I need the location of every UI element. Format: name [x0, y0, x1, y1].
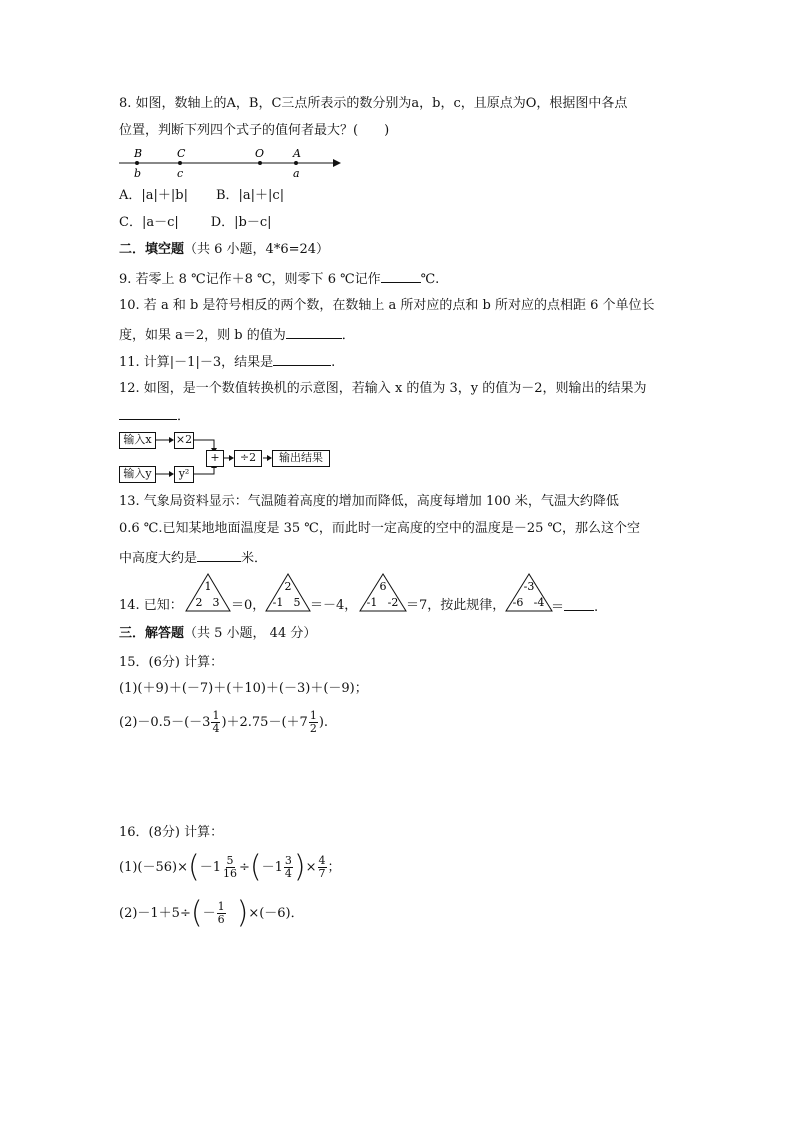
q13-line2: 0.6 ℃.已知某地地面温度是 35 ℃，而此时一定高度的空中的温度是－25 ℃，那么这个空	[119, 521, 641, 536]
q14-eq4	[551, 597, 598, 617]
svg-text:-4: -4	[533, 596, 545, 609]
q8-line1: 8. 如图，数轴上的A，B，C三点所表示的数分别为a，b，c，且原点为O，根据图中各点	[119, 96, 628, 111]
q10-line1: 10. 若 a 和 b 是符号相反的两个数，在数轴上 a 所对应的点和 b 所对应的点相距 6 个单位长	[119, 298, 655, 313]
q9	[119, 269, 439, 289]
number-line-figure	[115, 146, 345, 182]
svg-text:2: 2	[195, 596, 203, 609]
q8-options-row1	[119, 187, 284, 205]
q16-p2-c: ×(－6)．	[248, 906, 304, 921]
q9-answer-blank[interactable]	[381, 269, 421, 283]
q12-line1: 12. 如图，是一个数值转换机的示意图，若输入 x 的值为 3，y 的值为－2，则输出的结果为	[119, 381, 647, 396]
section-2-title: 二．填空题	[119, 242, 185, 257]
q14-answer-blank[interactable]	[564, 597, 594, 611]
label-c: c	[177, 167, 184, 180]
label-b: b	[134, 167, 142, 180]
svg-text:-2: -2	[387, 596, 399, 609]
fraction-1-6: $\frac{1}{6}$	[217, 900, 225, 926]
divide-2-box: ÷2	[234, 450, 262, 467]
q13-answer-blank[interactable]	[197, 548, 241, 562]
q12-after: ．	[177, 409, 191, 424]
q16-p1-c: ÷	[239, 860, 250, 875]
q12-answer-blank[interactable]	[119, 406, 177, 420]
q16-p2-a: (2)－1＋5÷	[119, 906, 191, 921]
svg-text:-3: -3	[523, 580, 535, 593]
q12-line2	[119, 406, 190, 426]
fraction-1-4: $\frac{1}{4}$	[212, 709, 220, 735]
q8-option-a: A．|a|＋|b|	[119, 188, 188, 203]
input-x-box: 输入x	[119, 432, 156, 449]
q11	[119, 352, 335, 372]
q16-p1-f: ；	[327, 860, 341, 875]
point-B	[135, 161, 139, 165]
q13-after: 米．	[241, 551, 268, 566]
label-O: O	[255, 147, 265, 160]
section-2-note: （共 6 小题，4*6=24）	[184, 242, 330, 257]
q11-answer-blank[interactable]	[273, 352, 331, 366]
q10-answer-blank[interactable]	[286, 325, 342, 339]
output-result-box: 输出结果	[272, 450, 330, 467]
q15-p2-a: (2)－0.5－(－3	[119, 715, 211, 730]
q15-part2	[119, 708, 328, 738]
section-3-note: （共 5 小题， 44 分）	[184, 626, 317, 641]
triangle-2	[264, 573, 312, 613]
fraction-4-7: $\frac{4}{7}$	[318, 854, 326, 880]
svg-text:5: 5	[293, 596, 301, 609]
q14-eq4-text: ＝	[551, 600, 565, 615]
fraction-3-4: $\frac{3}{4}$	[284, 854, 292, 880]
svg-text:-6: -6	[512, 596, 524, 609]
q15-part1: (1)(＋9)＋(－7)＋(＋10)＋(－3)＋(－9)；	[119, 681, 368, 696]
fraction-1-2: $\frac{1}{2}$	[309, 709, 317, 735]
q15-p2-b: )＋2.75－(＋7	[221, 715, 308, 730]
svg-text:2: 2	[284, 580, 292, 593]
label-B: B	[134, 147, 143, 160]
svg-text:1: 1	[204, 580, 212, 593]
number-line-arrow-icon	[333, 159, 341, 167]
svg-text:6: 6	[379, 580, 387, 593]
triangle-3	[358, 573, 408, 613]
q10-line2	[119, 325, 355, 345]
q9-after: ℃.	[420, 272, 440, 287]
triangle-1	[184, 573, 232, 613]
q15-head: 15．(6分) 计算：	[119, 655, 224, 670]
q14-lead: 14. 已知：	[119, 598, 183, 613]
svg-text:3: 3	[212, 596, 220, 609]
q11-after: .	[331, 355, 336, 370]
q16-p1-d: －1	[261, 860, 283, 875]
q13-text: 中高度大约是	[119, 551, 198, 566]
q16-p1-a: (1)(－56)×	[119, 860, 188, 875]
label-C: C	[177, 147, 186, 160]
y-squared-box: y²	[174, 466, 194, 483]
q10-text: 度，如果 a＝2，则 b 的值为	[119, 328, 286, 343]
q11-text: 11. 计算|－1|－3，结果是	[119, 355, 274, 370]
point-C	[178, 161, 182, 165]
plus-box: +	[206, 450, 224, 467]
section-3-title: 三．解答题	[119, 626, 185, 641]
q8-option-b: B．|a|＋|c|	[215, 188, 285, 203]
label-A: A	[293, 147, 301, 160]
svg-text:-1: -1	[272, 596, 284, 609]
q14-eq2: ＝－4，	[310, 598, 358, 613]
svg-text:-1: -1	[366, 596, 378, 609]
q9-text: 9. 若零上 8 ℃记作＋8 ℃，则零下 6 ℃记作	[119, 272, 381, 287]
q8-option-c: C．|a－c|	[119, 215, 179, 230]
q8-option-d: D．|b－c|	[210, 215, 272, 230]
q16-part2: (2)－1＋5÷(－ $\frac{1}{6}$ )×(－6)．	[119, 895, 304, 931]
q13-line3	[119, 548, 267, 568]
q14-eq1: ＝0，	[231, 598, 266, 613]
q16-head: 16．(8分) 计算：	[119, 825, 224, 840]
section-3-heading	[119, 625, 316, 643]
label-a: a	[293, 167, 300, 180]
q8-options-row2	[119, 214, 272, 232]
point-O	[258, 161, 262, 165]
triangle-4	[504, 573, 554, 613]
q13-line1: 13. 气象局资料显示：气温随着高度的增加而降低，高度每增加 100 米，气温大约降低	[119, 494, 619, 509]
fraction-5-16: $\frac{5}{16}$	[223, 854, 237, 880]
times-2-box: ×2	[174, 432, 194, 449]
q16-p2-b: －	[202, 906, 216, 921]
q16-p1-e: ×	[305, 860, 317, 875]
input-y-box: 输入y	[119, 466, 156, 483]
q10-after: ．	[341, 328, 355, 343]
q14-end: .	[594, 600, 599, 615]
q16-p1-b: －1	[199, 860, 221, 875]
point-A	[294, 161, 298, 165]
q8-line2: 位置，判断下列四个式子的值何者最大？( )	[119, 123, 390, 138]
q16-part1: (1)(－56)×(－1 $\frac{5}{16}$ ÷(－1 $\frac{3}{4}$ )× $\frac{4}{7}$ ；	[119, 849, 341, 885]
q15-p2-c: ).	[318, 715, 329, 730]
q14-eq3: ＝7，按此规律，	[406, 598, 506, 613]
section-2-heading	[119, 241, 329, 259]
